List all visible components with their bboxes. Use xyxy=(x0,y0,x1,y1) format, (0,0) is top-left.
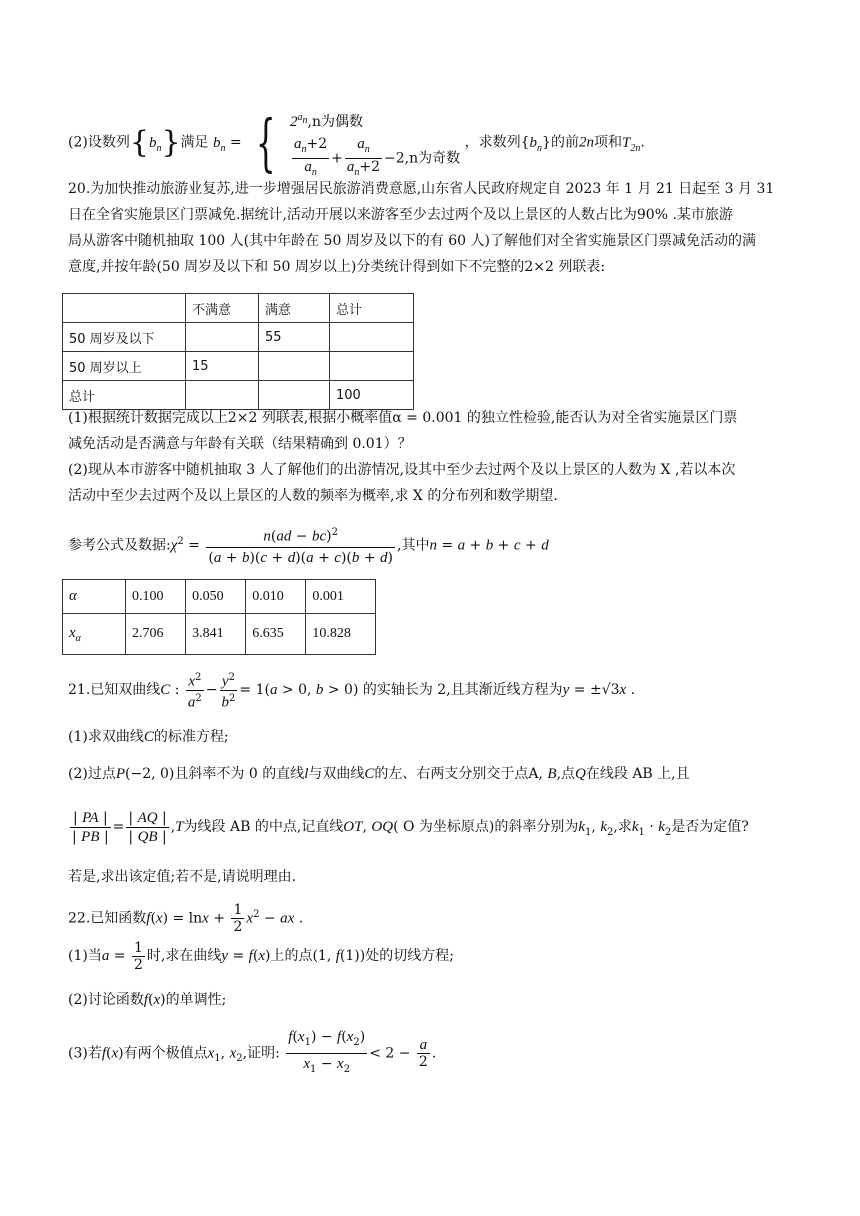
table-row xyxy=(63,294,414,323)
table-cell: 总计 xyxy=(330,294,414,323)
q20-intro-line4: 意度,并按年龄(50 周岁及以下和 50 周岁以上)分类统计得到如下不完整的2×2 列联表: xyxy=(68,259,606,275)
q22-part2-a: (2)讨论函数 xyxy=(68,992,144,1008)
q20-intro-line2: 日在全省实施景区门票减免.据统计,活动开展以来游客至少去过两个及以上景区的人数占比为90% .某市旅游 xyxy=(68,207,733,223)
q21-part2-a: (2)过点 xyxy=(68,766,116,782)
q22-part1-c: 上的点 xyxy=(270,948,313,964)
q21-line3: 若是,求出该定值;若不是,请说明理由. xyxy=(68,869,297,885)
q21-part1-b: 的标准方程; xyxy=(153,729,229,745)
table-row xyxy=(63,614,376,655)
q20-intro-line1: 20.为加快推动旅游业复苏,进一步增强居民旅游消费意愿,山东省人民政府规定自 2023 年 1 月 21 日起至 3 月 31 xyxy=(68,181,775,197)
q21-line2-a: , xyxy=(170,819,176,835)
ref-suffix: ,其中 xyxy=(397,537,430,554)
q20-reference-formula: 参考公式及数据$:\chi^2$ = $\frac{n(ad - bc)^2}{(a + b)(c + d)(a + c)(b + d)}$ ,其中n = a + b + c + d xyxy=(68,522,549,568)
table-cell: 55 xyxy=(259,323,330,352)
table-cell: 满意 xyxy=(259,294,330,323)
q21-part2-d: 的左、右两支分别交于点 xyxy=(374,766,529,782)
alpha-label: α xyxy=(63,580,126,614)
table-cell xyxy=(63,294,186,323)
q21-line2-e: 是否为定值? xyxy=(671,819,749,835)
q21-part2-b: 且斜率不为 0 的直线 xyxy=(174,766,305,782)
table-cell: 总计 xyxy=(63,381,186,410)
q22-part3-b: 有两个极值点 xyxy=(123,1045,208,1062)
q19-suffix1: ，求数列 xyxy=(464,134,521,151)
q21-part2-f: 在线段 AB 上,且 xyxy=(585,766,690,782)
q22-part2: (2)讨论函数f(x)的单调性; xyxy=(68,992,227,1008)
table-cell: 0.001 xyxy=(306,580,376,614)
q21-part2-line2: $\frac{| PA |}{| PB |}$ = $\frac{| AQ |}{| QB |}$ ,T为线段 AB 的中点,记直线OT, OQ( O 为坐标原点)的斜率分别为$k_1$, $k_2$,求$k_1 \cdot k_2$是否为定值? xyxy=(72,809,749,845)
table-cell: 15 xyxy=(186,352,259,381)
q21-part2-c: 与双曲线 xyxy=(308,766,365,782)
q20-part1-line1: (1)根据统计数据完成以上2×2 列联表,根据小概率值α = 0.001 的独立性检验,能否认为对全省实施景区门票 xyxy=(68,410,738,426)
ref-label: 参考公式及数据: xyxy=(68,537,171,554)
q20-part1-line2: 减免活动是否满意与年龄有关联（结果精确到 0.01）？ xyxy=(68,436,412,452)
q22-part1: (1)当a = $\frac{1}{2}$ 时,求在曲线y = f(x)上的点(1, f(1))处的切线方程; xyxy=(68,939,454,973)
table-cell xyxy=(330,352,414,381)
table-cell: 50 周岁以上 xyxy=(63,352,186,381)
q22-part3-a: (3)若 xyxy=(68,1045,102,1062)
q19-mid: 满足 xyxy=(180,134,209,151)
table-cell: 6.635 xyxy=(246,614,306,655)
q21-line2-d: ,求 xyxy=(613,819,632,835)
table-cell: 100 xyxy=(330,381,414,410)
q19-case1: n为偶数 xyxy=(311,114,364,130)
table-cell xyxy=(259,381,330,410)
q19-part2: (2)设数列$\{b_n\}$满足 $b_n$ = { $2^{a_n},n$为偶数 $\frac{a_n+2}{a_n}$ + $\frac{a_n}{a_n+2}$ −2,n为奇数 ，求数列$\{b_n\}$的前2n项和$T_{2n}$. xyxy=(68,105,645,179)
q22-part3-c: ,证明: xyxy=(242,1045,280,1062)
table-cell: 3.841 xyxy=(186,614,246,655)
q21-intro-a: 21.已知双曲线 xyxy=(68,682,161,699)
x-label: $x_\alpha$ xyxy=(63,614,126,655)
q22-intro: 22.已知函数f(x) = lnx + $\frac{1}{2}$ $x^2$ − ax . xyxy=(68,902,304,936)
q19-suffix2: 的前 xyxy=(550,134,579,151)
table-cell xyxy=(186,381,259,410)
q21-line2-c: ( O 为坐标原点)的斜率分别为 xyxy=(393,819,579,835)
table-cell xyxy=(186,323,259,352)
q21-part2-e: ,点 xyxy=(556,766,576,782)
q22-part3: (3)若f(x)有两个极值点$x_1$, $x_2$,证明: $\frac{f(x_1) - f(x_2)}{x_1 - x_2}$ < 2 − $\frac{a}{2}$ . xyxy=(68,1029,437,1075)
q22-intro-a: 22.已知函数 xyxy=(68,910,147,927)
table-cell: 0.100 xyxy=(126,580,186,614)
table-cell: 10.828 xyxy=(306,614,376,655)
q20-part2-line2: 活动中至少去过两个及以上景区的人数的频率为概率,求 X 的分布列和数学期望. xyxy=(68,488,558,504)
q19-case2: n为奇数 xyxy=(409,150,461,167)
q20-intro-line3: 局从游客中随机抽取 100 人(其中年龄在 50 周岁及以下的有 60 人)了解他们对全省实施景区门票减免活动的满 xyxy=(68,233,756,249)
contingency-table xyxy=(62,293,414,410)
q22-part1-b: 时,求在曲线 xyxy=(146,948,222,964)
table-cell: 0.010 xyxy=(246,580,306,614)
q21-intro-b: 的实轴长为 2,且其渐近线方程为 xyxy=(362,682,563,699)
q21-part1: (1)求双曲线C的标准方程; xyxy=(68,729,229,745)
q21-part2: (2)过点P(−2, 0)且斜率不为 0 的直线l与双曲线C的左、右两支分别交于点A, B,点Q在线段 AB 上,且 xyxy=(68,766,690,782)
q22-part1-a: (1)当 xyxy=(68,948,102,964)
table-row xyxy=(63,352,414,381)
q19-suffix3: 项和 xyxy=(593,134,622,151)
table-row xyxy=(63,580,376,614)
q22-part2-b: 的单调性; xyxy=(165,992,227,1008)
q22-part1-d: 处的切线方程; xyxy=(365,948,454,964)
q21-part1-a: (1)求双曲线 xyxy=(68,729,144,745)
table-cell: 50 周岁及以下 xyxy=(63,323,186,352)
q20-part2-line1: (2)现从本市游客中随机抽取 3 人了解他们的出游情况,设其中至少去过两个及以上景区的人数为 X ,若以本次 xyxy=(68,462,736,478)
table-row xyxy=(63,381,414,410)
critical-value-table xyxy=(62,579,376,655)
q21-intro: 21.已知双曲线C : $\frac{x^2}{a^2}$ − $\frac{y^2}{b^2}$ = 1(a > 0, b > 0) 的实轴长为 2,且其渐近线方程为y = ±√3x . xyxy=(68,672,636,711)
q21-line2-b: 为线段 AB 的中点,记直线 xyxy=(183,819,344,835)
table-cell xyxy=(259,352,330,381)
table-row xyxy=(63,323,414,352)
table-cell: 不满意 xyxy=(186,294,259,323)
q19-prefix: (2)设数列 xyxy=(68,134,130,151)
table-cell: 0.050 xyxy=(186,580,246,614)
table-cell: 2.706 xyxy=(126,614,186,655)
table-cell xyxy=(330,323,414,352)
